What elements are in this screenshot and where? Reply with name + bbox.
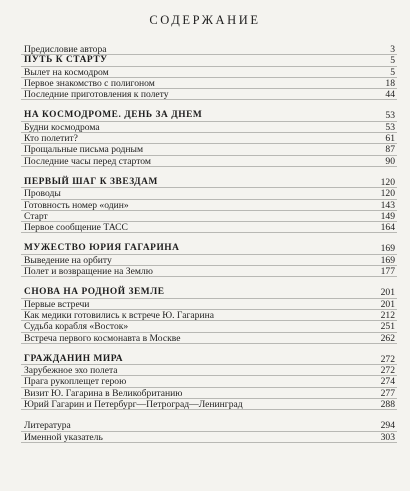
toc-group: [21, 243, 397, 277]
page-number: 201: [380, 287, 395, 299]
entry-title: Последние приготовления к полету: [24, 89, 169, 101]
entry-title: Судьба корабля «Восток»: [24, 321, 129, 333]
toc-entry-row: [21, 266, 397, 277]
table-of-contents: [21, 44, 397, 443]
toc-entry-row: [21, 321, 397, 332]
page-number: 90: [385, 155, 395, 167]
page-number: 143: [380, 199, 395, 211]
toc-section-row: [21, 55, 397, 66]
section-title: СНОВА НА РОДНОЙ ЗЕМЛЕ: [24, 287, 165, 298]
page-number: 251: [380, 321, 395, 333]
page-number: 201: [380, 298, 395, 310]
toc-entry-row: [21, 432, 397, 443]
entry-title: Литература: [24, 420, 71, 432]
entry-title: Будни космодрома: [24, 121, 100, 133]
toc-entry-row: [21, 200, 397, 211]
toc-entry-row: [21, 89, 397, 100]
toc-section-row: [21, 354, 397, 365]
row-divider: [21, 276, 397, 277]
toc-section-row: [21, 110, 397, 121]
toc-section-row: [21, 287, 397, 298]
toc-entry-row: [21, 222, 397, 233]
page-number: 274: [380, 376, 395, 388]
page-number: 262: [380, 332, 395, 344]
page-number: 164: [380, 222, 395, 234]
toc-entry-row: [21, 188, 397, 199]
toc-entry-row: [21, 333, 397, 344]
row-divider: [21, 442, 397, 443]
entry-title: Прощальные письма родным: [24, 144, 144, 156]
section-title: НА КОСМОДРОМЕ. ДЕНЬ ЗА ДНЕМ: [24, 110, 203, 121]
entry-title: Вылет на космодром: [24, 66, 109, 78]
entry-title: Юрий Гагарин и Петербург—Петроград—Ленинград: [24, 399, 243, 411]
toc-entry-row: [21, 376, 397, 387]
entry-title: Зарубежное эхо полета: [24, 365, 118, 377]
page-number: 3: [390, 44, 395, 55]
group-spacer: [21, 100, 397, 110]
page-number: 120: [380, 176, 395, 188]
page-number: 212: [380, 309, 395, 321]
toc-group: [21, 287, 397, 343]
entry-title: Проводы: [24, 188, 61, 200]
toc-entry-row: [21, 144, 397, 155]
row-divider: [21, 99, 397, 100]
page-title: СОДЕРЖАНИЕ: [149, 13, 261, 27]
page-number: 44: [385, 89, 395, 101]
page-number: 5: [390, 55, 395, 67]
entry-title: Готовность номер «один»: [24, 199, 129, 211]
section-title: МУЖЕСТВО ЮРИЯ ГАГАРИНА: [24, 243, 180, 254]
toc-entry-row: [21, 156, 397, 167]
group-spacer: [21, 410, 397, 420]
entry-title: Именной указатель: [24, 431, 103, 443]
page-number: 120: [380, 188, 395, 200]
toc-entry-row: [21, 78, 397, 89]
toc-entry-row: [21, 211, 397, 222]
page-number: 177: [380, 266, 395, 278]
group-spacer: [21, 233, 397, 243]
toc-entry-row: [21, 133, 397, 144]
entry-title: Выведение на орбиту: [24, 254, 112, 266]
page-number: 5: [390, 66, 395, 78]
toc-section-row: [21, 243, 397, 254]
entry-title: Предисловие автора: [24, 44, 107, 55]
page-number: 294: [380, 420, 395, 432]
page-number: 149: [380, 210, 395, 222]
page-number: 288: [380, 399, 395, 411]
toc-section-row: [21, 177, 397, 188]
page-number: 87: [385, 144, 395, 156]
group-spacer: [21, 167, 397, 177]
toc-group: [21, 354, 397, 410]
page-number: 277: [380, 387, 395, 399]
page-number: 53: [385, 121, 395, 133]
row-divider: [21, 232, 397, 233]
toc-entry-row: [21, 365, 397, 376]
toc-entry-row: [21, 122, 397, 133]
page-number: 272: [380, 353, 395, 365]
entry-title: Визит Ю. Гагарина в Великобританию: [24, 387, 183, 399]
section-title: ГРАЖДАНИН МИРА: [24, 353, 124, 364]
row-divider: [21, 166, 397, 167]
page-number: 169: [380, 254, 395, 266]
toc-group: [21, 177, 397, 233]
entry-title: Старт: [24, 210, 48, 222]
section-title: ПУТЬ К СТАРТУ: [24, 55, 108, 66]
toc-entry-row: [21, 388, 397, 399]
toc-entry-row: [21, 255, 397, 266]
row-divider: [21, 409, 397, 410]
toc-entry-row: [21, 420, 397, 431]
entry-title: Последние часы перед стартом: [24, 155, 151, 167]
page-number: 61: [385, 133, 395, 145]
toc-entry-row: [21, 44, 397, 55]
toc-entry-row: [21, 310, 397, 321]
toc-entry-row: [21, 299, 397, 310]
group-spacer: [21, 277, 397, 287]
toc-group: [21, 44, 397, 100]
page-number: 18: [385, 77, 395, 89]
page-number: 53: [385, 110, 395, 122]
entry-title: Первые встречи: [24, 298, 90, 310]
entry-title: Кто полетит?: [24, 133, 78, 145]
group-spacer: [21, 344, 397, 354]
toc-group: [21, 420, 397, 443]
entry-title: Встреча первого космонавта в Москве: [24, 332, 181, 344]
entry-title: Прага рукоплещет герою: [24, 376, 127, 388]
page-number: 303: [380, 431, 395, 443]
toc-group: [21, 110, 397, 166]
entry-title: Полет и возвращение на Землю: [24, 266, 153, 278]
entry-title: Как медики готовились к встрече Ю. Гагарина: [24, 309, 214, 321]
page-number: 169: [380, 243, 395, 255]
page-number: 272: [380, 365, 395, 377]
toc-entry-row: [21, 399, 397, 410]
row-divider: [21, 343, 397, 344]
entry-title: Первое знакомство с полигоном: [24, 77, 155, 89]
section-title: ПЕРВЫЙ ШАГ К ЗВЕЗДАМ: [24, 176, 158, 187]
entry-title: Первое сообщение ТАСС: [24, 222, 128, 234]
toc-entry-row: [21, 67, 397, 78]
